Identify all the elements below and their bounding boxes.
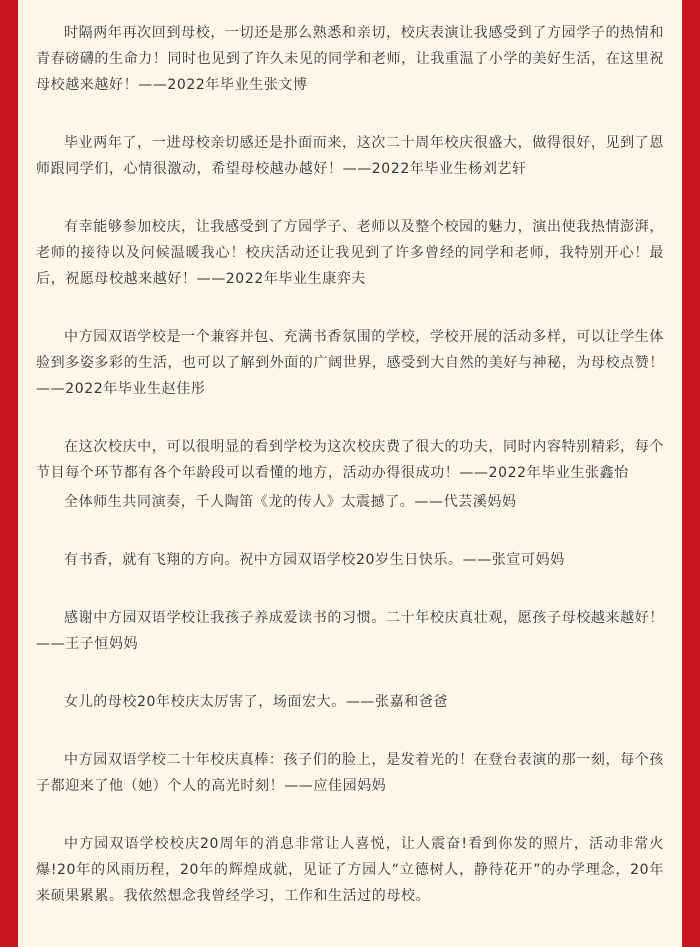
testimonial-paragraph: 全体师生共同演奏，千人陶笛《龙的传人》太震撼了。——代芸溪妈妈	[64, 494, 517, 510]
testimonial-paragraph: 感谢中方园双语学校让我孩子养成爱读书的习惯。二十年校庆真壮观，愿孩子母校越来越好！——王子恒妈妈	[36, 610, 664, 652]
testimonial-paragraph: 中方园双语学校二十年校庆真棒：孩子们的脸上，是发着光的！在登台表演的那一刻，每个孩子都迎来了他（她）个人的高光时刻！——应佳园妈妈	[36, 752, 664, 794]
article-content	[36, 20, 664, 909]
testimonial-paragraph: 女儿的母校20年校庆太厉害了，场面宏大。——张嘉和爸爸	[64, 694, 449, 710]
testimonial-paragraph: 时隔两年再次回到母校，一切还是那么熟悉和亲切，校庆表演让我感受到了方园学子的热情和青春磅礴的生命力！同时也见到了许久未见的同学和老师，让我重温了小学的美好生活，在这里祝母校越来越好！——2022年毕业生张文博	[36, 25, 664, 93]
testimonial-paragraph: 有书香，就有飞翔的方向。祝中方园双语学校20岁生日快乐。——张宣可妈妈	[64, 552, 565, 568]
testimonial-paragraph: 有幸能够参加校庆，让我感受到了方园学子、老师以及整个校园的魅力，演出使我热情澎湃，老师的接待以及问候温暖我心！校庆活动还让我见到了许多曾经的同学和老师，我特别开心！最后，祝愿母校越来越好！——2022年毕业生康弈夫	[36, 219, 664, 287]
testimonial-paragraph: 毕业两年了，一进母校亲切感还是扑面而来，这次二十周年校庆很盛大，做得很好，见到了恩师跟同学们，心情很激动，希望母校越办越好！——2022年毕业生杨刘艺轩	[36, 135, 664, 177]
testimonial-paragraph: 中方园双语学校是一个兼容并包、充满书香氛围的学校，学校开展的活动多样，可以让学生体验到多姿多彩的生活，也可以了解到外面的广阔世界，感受到大自然的美好与神秘，为母校点赞！——2022年毕业生赵佳彤	[36, 329, 664, 397]
testimonial-paragraph: 中方园双语学校校庆20周年的消息非常让人喜悦，让人震奋!看到你发的照片，活动非常火爆!20年的风雨历程，20年的辉煌成就，见证了方园人“立德树人，静待花开”的办学理念，20年来硕果累累。我依然想念我曾经学习，工作和生活过的母校。	[36, 836, 664, 904]
testimonial-paragraph: 在这次校庆中，可以很明显的看到学校为这次校庆费了很大的功夫，同时内容特别精彩，每个节目每个环节都有各个年龄段可以看懂的地方，活动办得很成功！——2022年毕业生张鑫怡	[36, 439, 664, 481]
